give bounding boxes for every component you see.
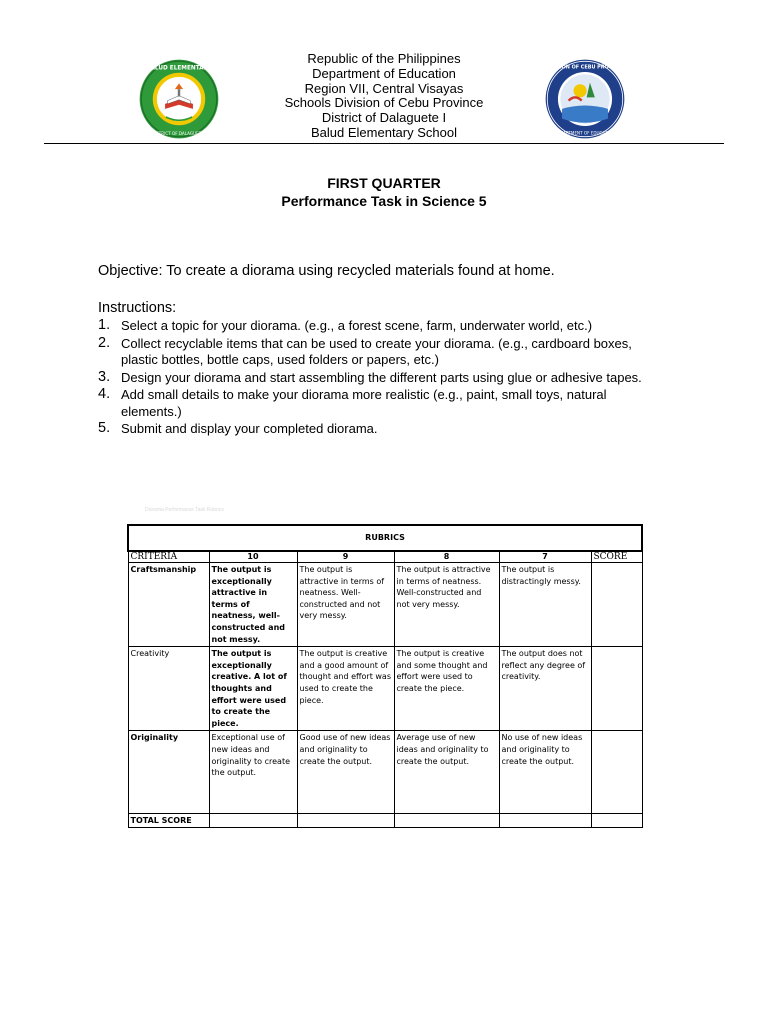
header-score-8: 8	[394, 551, 499, 563]
title-block	[0, 174, 768, 210]
step-text: Design your diorama and start assembling the different parts using glue or adhesive tapes.	[121, 369, 642, 385]
svg-text:DIVISION OF CEBU PROVINCE: DIVISION OF CEBU PROVINCE	[544, 64, 626, 71]
table-row	[128, 563, 642, 647]
rubric-cell: The output is attractive in terms of neatness. Well-constructed and not very messy.	[394, 563, 499, 647]
header-line-region: Region VII, Central Visayas	[304, 80, 464, 96]
balud-elementary-school-seal-icon	[138, 58, 220, 140]
header-line-division: Schools Division of Cebu Province	[284, 95, 484, 111]
step-number: 5.	[98, 420, 111, 436]
total-cell	[297, 814, 394, 828]
list-item	[98, 421, 668, 438]
step-text: Submit and display your completed diorama.	[121, 421, 378, 436]
header-divider	[44, 143, 724, 144]
score-cell	[591, 731, 642, 814]
quarter-title: FIRST QUARTER	[327, 175, 441, 191]
task-title: Performance Task in Science 5	[281, 193, 487, 209]
score-cell	[591, 647, 642, 731]
rubric-cell: The output is exceptionally creative. A lot of thoughts and effort were used to create the piece.	[209, 647, 297, 731]
total-score-label: TOTAL SCORE	[128, 814, 209, 828]
instructions-heading: Instructions:	[98, 300, 177, 316]
table-row	[128, 731, 642, 814]
header-line-school: Balud Elementary School	[311, 124, 457, 140]
step-text: Collect recyclable items that can be used to create your diorama. (e.g., cardboard boxes, plastic bottles, bottle caps, used folders or papers, etc.)	[121, 335, 632, 367]
svg-text:BALUD ELEMENTARY: BALUD ELEMENTARY	[146, 65, 212, 72]
division-of-cebu-province-seal-icon	[544, 58, 626, 140]
header-line-department: Department of Education	[312, 65, 456, 81]
instructions-list	[98, 318, 668, 439]
rubric-header-row	[128, 551, 642, 563]
svg-text:DISTRICT OF DALAGUETE I: DISTRICT OF DALAGUETE I	[151, 131, 207, 137]
header-line-district: District of Dalaguete I	[321, 110, 447, 126]
rubric-cell: Exceptional use of new ideas and originality to create the output.	[209, 731, 297, 814]
header-line-republic: Republic of the Philippines	[307, 51, 461, 66]
criteria-cell: Originality	[128, 731, 209, 814]
faint-caption: Diorama Performance Task Rubrics	[145, 507, 224, 513]
table-row	[128, 647, 642, 731]
step-number: 1.	[98, 317, 111, 333]
list-item	[98, 387, 668, 420]
rubric-cell: No use of new ideas and originality to create the output.	[499, 731, 591, 814]
total-score-row	[128, 814, 642, 828]
header-score-10: 10	[209, 551, 297, 563]
rubric-cell: The output is exceptionally attractive in terms of neatness, well-constructed and not messy.	[209, 563, 297, 647]
rubric-cell: The output is creative and some thought and effort were used to create the piece.	[394, 647, 499, 731]
list-item	[98, 318, 668, 335]
header-score: SCORE	[591, 551, 642, 563]
criteria-cell: Creativity	[128, 647, 209, 731]
objective-text: Objective: To create a diorama using recycled materials found at home.	[98, 263, 555, 279]
school-address-block	[234, 52, 534, 141]
total-score-value	[591, 814, 642, 828]
header-score-9: 9	[297, 551, 394, 563]
rubric-cell: Average use of new ideas and originality to create the output.	[394, 731, 499, 814]
score-cell	[591, 563, 642, 647]
svg-text:DEPARTMENT OF EDUCATION: DEPARTMENT OF EDUCATION	[555, 130, 615, 136]
rubric-cell: The output is attractive in terms of neatness. Well-constructed and not very messy.	[297, 563, 394, 647]
step-text: Add small details to make your diorama more realistic (e.g., paint, small toys, natural elements.)	[121, 387, 607, 419]
list-item	[98, 336, 668, 369]
rubric-cell: The output is distractingly messy.	[499, 563, 591, 647]
total-cell	[499, 814, 591, 828]
total-cell	[394, 814, 499, 828]
rubric-cell: The output does not reflect any degree of creativity.	[499, 647, 591, 731]
total-cell	[209, 814, 297, 828]
rubric-table	[127, 524, 643, 828]
step-number: 2.	[98, 334, 111, 351]
rubric-cell: Good use of new ideas and originality to create the output.	[297, 731, 394, 814]
list-item	[98, 370, 668, 387]
step-number: 3.	[98, 368, 111, 385]
step-text: Select a topic for your diorama. (e.g., a forest scene, farm, underwater world, etc.)	[121, 318, 593, 333]
criteria-cell: Craftsmanship	[128, 563, 209, 647]
rubric-cell: The output is creative and a good amount of thought and effort was used to create the piece.	[297, 647, 394, 731]
rubric-title: RUBRICS	[128, 525, 642, 551]
step-number: 4.	[98, 386, 111, 402]
header-score-7: 7	[499, 551, 591, 563]
document-header	[0, 52, 768, 144]
header-criteria: CRITERIA	[128, 551, 209, 563]
